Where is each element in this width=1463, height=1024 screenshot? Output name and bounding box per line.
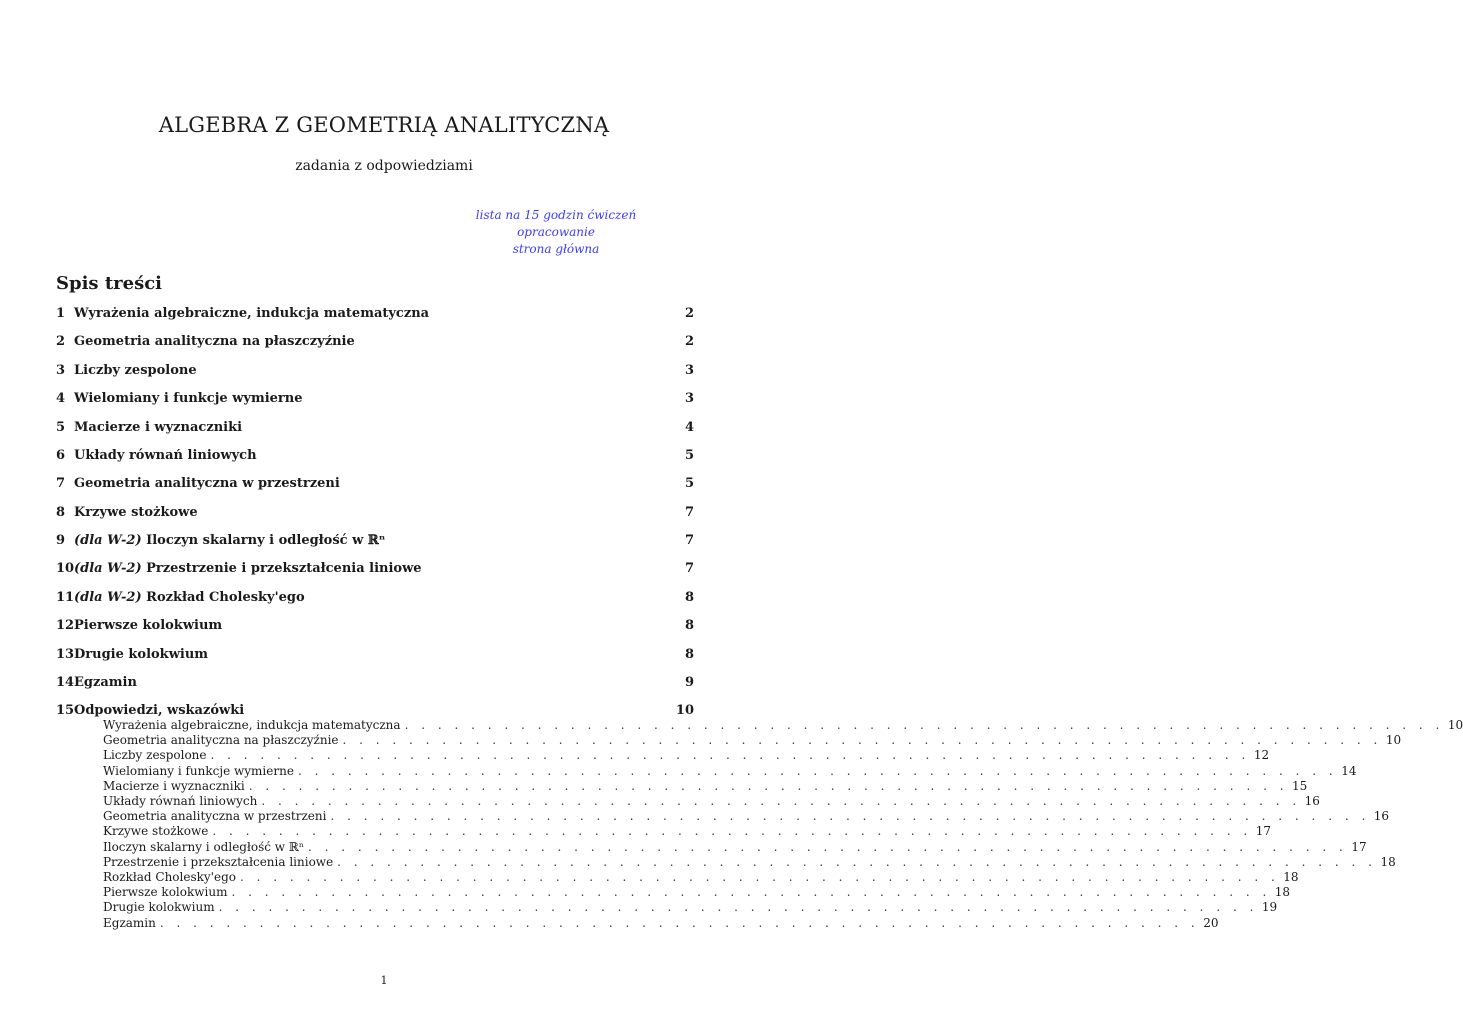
toc-subentry-page: 15: [1292, 778, 1308, 793]
toc-entry-title: [74, 420, 685, 435]
toc-subentry[interactable]: [103, 733, 1402, 748]
toc-entry-label: Liczby zespolone: [74, 363, 197, 378]
toc-entry-5[interactable]: [56, 420, 694, 435]
toc-dot-leader: . . . . . . . . . . . . . . . . . . . . . . . . . . . . . . . . . . . . . . . . . . . . . . . . . . . . . . . . . . . . . . .: [231, 885, 1271, 900]
toc-entry-4[interactable]: [56, 391, 694, 406]
toc-subentry-label: Wyrażenia algebraiczne, indukcja matematyczna: [103, 718, 401, 732]
toc-subentry[interactable]: [103, 885, 1291, 900]
toc-dot-leader: . . . . . . . . . . . . . . . . . . . . . . . . . . . . . . . . . . . . . . . . . . . . . . . . . . . . . . . . . . . . . . .: [308, 839, 1348, 854]
toc-subentry-page: 10: [1447, 718, 1463, 732]
toc-entry-page: 8: [684, 647, 694, 662]
toc-heading: Spis treści: [56, 273, 163, 294]
toc-dot-leader: . . . . . . . . . . . . . . . . . . . . . . . . . . . . . . . . . . . . . . . . . . . . . . . . . . . . . . . . . . . . . . .: [261, 794, 1301, 808]
toc-entry-title: [74, 675, 685, 690]
toc-subentry-label: Pierwsze kolokwium: [103, 885, 228, 900]
toc-entry-number: 14: [56, 675, 75, 690]
toc-subentry[interactable]: [103, 839, 1367, 855]
link-opracowanie[interactable]: opracowanie: [517, 225, 595, 239]
toc-entry-page: 3: [684, 363, 694, 378]
toc-dot-leader: . . . . . . . . . . . . . . . . . . . . . . . . . . . . . . . . . . . . . . . . . . . . . . . . . . . . . . . . . . . . . . .: [404, 718, 1444, 732]
toc-entry-number: 4: [56, 391, 66, 406]
toc-subentry-page: 20: [1203, 915, 1219, 930]
toc-entry-number: 12: [56, 618, 75, 633]
toc-entry-prefix: (dla W-2): [74, 533, 142, 548]
toc-subentry[interactable]: [103, 854, 1396, 870]
toc-entry-label: Egzamin: [74, 675, 137, 690]
toc-entry-15[interactable]: [56, 703, 694, 718]
toc-entry-page: 8: [684, 618, 694, 633]
toc-entry-page: 5: [684, 448, 694, 463]
toc-subentry-label: Przestrzenie i przekształcenia liniowe: [103, 854, 334, 869]
toc-entry-page: 8: [684, 590, 694, 605]
toc-entry-title: [74, 618, 685, 633]
toc-entry-title: [74, 391, 685, 406]
toc-entry-1[interactable]: [56, 306, 694, 321]
toc-entry-10[interactable]: [56, 561, 694, 576]
document-title: ALGEBRA Z GEOMETRIĄ ANALITYCZNĄ: [158, 113, 610, 137]
toc-entry-title: [74, 363, 685, 378]
toc-entry-page: 7: [684, 505, 694, 520]
toc-subentry-page: 17: [1351, 839, 1367, 854]
toc-entry-label: Odpowiedzi, wskazówki: [74, 703, 245, 718]
toc-subentry-page: 16: [1373, 809, 1390, 824]
toc-entry-title: [74, 505, 685, 520]
toc-subentry[interactable]: [103, 794, 1320, 809]
toc-subentry-page: 18: [1274, 885, 1291, 900]
toc-subentry-label: Drugie kolokwium: [103, 900, 215, 915]
toc-entry-14[interactable]: [56, 675, 694, 690]
toc-entry-title: [74, 306, 685, 321]
toc-entry-title: [74, 647, 685, 662]
toc-entry-label: Rozkład Cholesky'ego: [146, 590, 305, 605]
toc-subentry-page: 19: [1261, 900, 1278, 915]
toc-entry-11[interactable]: [56, 590, 694, 605]
toc-subentry-label: Macierze i wyznaczniki: [103, 778, 245, 793]
toc-entry-label: Iloczyn skalarny i odległość w ℝⁿ: [146, 533, 386, 548]
toc-dot-leader: . . . . . . . . . . . . . . . . . . . . . . . . . . . . . . . . . . . . . . . . . . . . . . . . . . . . . . . . . . . . . . .: [330, 809, 1370, 824]
toc-dot-leader: . . . . . . . . . . . . . . . . . . . . . . . . . . . . . . . . . . . . . . . . . . . . . . . . . . . . . . . . . . . . . . .: [297, 763, 1338, 778]
toc-entry-label: Wyrażenia algebraiczne, indukcja matematyczna: [74, 306, 430, 321]
toc-dot-leader: . . . . . . . . . . . . . . . . . . . . . . . . . . . . . . . . . . . . . . . . . . . . . . . . . . . . . . . . . . . . . . .: [239, 870, 1280, 884]
toc-entry-label: Geometria analityczna w przestrzeni: [74, 476, 340, 491]
toc-entry-label: Przestrzenie i przekształcenia liniowe: [146, 561, 422, 576]
toc-subentry[interactable]: [103, 915, 1219, 931]
toc-entry-page: 10: [675, 703, 694, 718]
toc-entry-label: Geometria analityczna na płaszczyźnie: [74, 334, 355, 349]
toc-dot-leader: . . . . . . . . . . . . . . . . . . . . . . . . . . . . . . . . . . . . . . . . . . . . . . . . . . . . . . . . . . . . . . .: [342, 733, 1382, 748]
toc-entry-title: [74, 476, 685, 491]
toc-entry-12[interactable]: [56, 618, 694, 633]
toc-entry-6[interactable]: [56, 448, 694, 463]
toc-dot-leader: . . . . . . . . . . . . . . . . . . . . . . . . . . . . . . . . . . . . . . . . . . . . . . . . . . . . . . . . . . . . . . .: [248, 778, 1289, 793]
toc-entry-page: 3: [684, 391, 694, 406]
toc-entry-number: 9: [56, 533, 66, 548]
toc-subentry[interactable]: [103, 870, 1299, 885]
toc-subentry-label: Geometria analityczna w przestrzeni: [103, 809, 327, 824]
toc-entry-page: 2: [684, 306, 694, 321]
toc-entry-page: 5: [684, 476, 694, 491]
toc-entry-title: [74, 561, 685, 576]
toc-entry-7[interactable]: [56, 476, 694, 491]
toc-entry-number: 10: [56, 561, 75, 576]
toc-subentry-page: 17: [1255, 824, 1271, 839]
link-strona-glowna[interactable]: strona główna: [512, 242, 600, 256]
toc-entry-label: Pierwsze kolokwium: [74, 618, 223, 633]
toc-subentry-page: 10: [1385, 733, 1402, 748]
toc-entry-number: 1: [56, 306, 66, 321]
toc-dot-leader: . . . . . . . . . . . . . . . . . . . . . . . . . . . . . . . . . . . . . . . . . . . . . . . . . . . . . . . . . . . . . . .: [337, 854, 1377, 869]
toc-entry-number: 13: [56, 647, 75, 662]
toc-subentry-label: Rozkład Cholesky'ego: [103, 870, 236, 884]
toc-entry-title: [74, 533, 685, 548]
toc-entry-label: Układy równań liniowych: [74, 448, 257, 463]
toc-entry-number: 3: [56, 363, 66, 378]
toc-dot-leader: . . . . . . . . . . . . . . . . . . . . . . . . . . . . . . . . . . . . . . . . . . . . . . . . . . . . . . . . . . . . . . .: [210, 748, 1250, 763]
toc-subentry-label: Układy równań liniowych: [103, 794, 258, 808]
toc-subentry[interactable]: [103, 824, 1271, 839]
toc-entry-page: 7: [684, 561, 694, 576]
toc-dot-leader: . . . . . . . . . . . . . . . . . . . . . . . . . . . . . . . . . . . . . . . . . . . . . . . . . . . . . . . . . . . . . . .: [212, 824, 1252, 839]
toc-entry-title: [74, 448, 685, 463]
toc-entry-number: 2: [56, 334, 66, 349]
link-lista[interactable]: lista na 15 godzin ćwiczeń: [475, 208, 637, 222]
toc-entry-number: 5: [56, 420, 66, 435]
toc-subentry-page: 14: [1341, 763, 1357, 778]
page-number: 1: [380, 974, 388, 987]
toc-subentry[interactable]: [103, 900, 1278, 915]
toc-dot-leader: . . . . . . . . . . . . . . . . . . . . . . . . . . . . . . . . . . . . . . . . . . . . . . . . . . . . . . . . . . . . . . .: [159, 915, 1200, 930]
toc-subentry[interactable]: [103, 778, 1308, 794]
toc-entry-number: 15: [56, 703, 75, 718]
toc-entry-prefix: (dla W-2): [74, 561, 142, 576]
toc-entry-page: 9: [684, 675, 694, 690]
toc-entry-number: 11: [56, 590, 75, 605]
toc-entry-8[interactable]: [56, 505, 694, 520]
toc-subentry-label: Geometria analityczna na płaszczyźnie: [103, 733, 339, 748]
toc-entry-label: Macierze i wyznaczniki: [74, 420, 243, 435]
toc-subentry-page: 16: [1304, 794, 1320, 808]
toc-subentry-page: 18: [1283, 870, 1299, 884]
toc-entry-title: [74, 334, 685, 349]
toc-subentry-label: Krzywe stożkowe: [103, 824, 209, 839]
toc-subentry-page: 18: [1380, 854, 1396, 869]
toc-subentry-label: Iloczyn skalarny i odległość w ℝⁿ: [103, 839, 305, 854]
document-subtitle: zadania z odpowiedziami: [295, 158, 473, 174]
toc-subentry-label: Wielomiany i funkcje wymierne: [103, 763, 294, 778]
toc-subentry[interactable]: [103, 809, 1390, 824]
toc-entry-title: [74, 703, 676, 718]
toc-entry-2[interactable]: [56, 334, 694, 349]
toc-entry-9[interactable]: [56, 533, 694, 548]
toc-entry-page: 7: [684, 533, 694, 548]
toc-entry-label: Wielomiany i funkcje wymierne: [74, 391, 303, 406]
toc-entry-13[interactable]: [56, 647, 694, 662]
toc-subentry[interactable]: [103, 748, 1270, 763]
toc-entry-page: 2: [684, 334, 694, 349]
toc-subentry[interactable]: [103, 718, 1463, 733]
toc-entry-page: 4: [684, 420, 694, 435]
toc-entry-label: Drugie kolokwium: [74, 647, 209, 662]
toc-entry-number: 6: [56, 448, 66, 463]
toc-subentry-label: Egzamin: [103, 915, 156, 930]
toc-entry-title: [74, 590, 685, 605]
toc-entry-number: 8: [56, 505, 66, 520]
header-links: [426, 207, 686, 258]
toc-subentry-label: Liczby zespolone: [103, 748, 207, 763]
toc-entry-prefix: (dla W-2): [74, 590, 142, 605]
toc-subentry-page: 12: [1253, 748, 1270, 763]
toc-entry-3[interactable]: [56, 363, 694, 378]
toc-entry-label: Krzywe stożkowe: [74, 505, 198, 520]
toc-dot-leader: . . . . . . . . . . . . . . . . . . . . . . . . . . . . . . . . . . . . . . . . . . . . . . . . . . . . . . . . . . . . . . .: [218, 900, 1258, 915]
toc-subentry[interactable]: [103, 763, 1357, 779]
toc-entry-number: 7: [56, 476, 66, 491]
